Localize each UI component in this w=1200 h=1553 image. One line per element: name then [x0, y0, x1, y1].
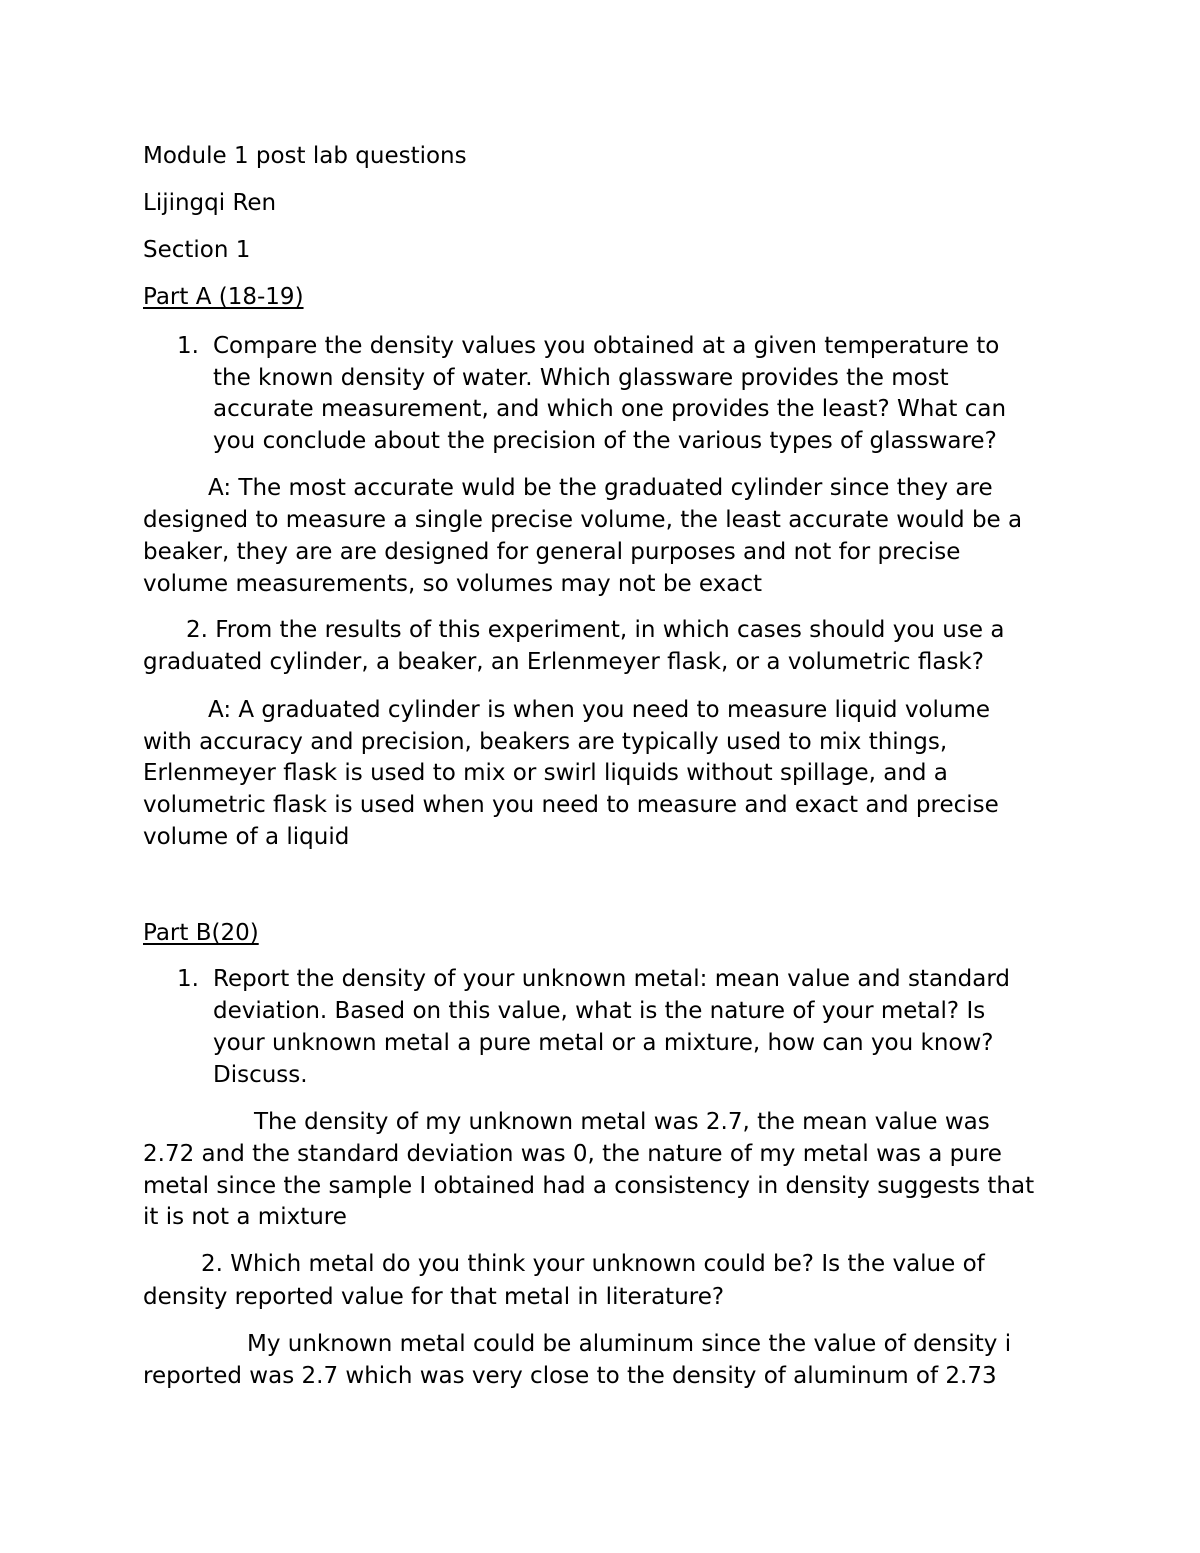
- part-a-a1-line: designed to measure a single precise volume, the least accurate would be a: [143, 507, 1023, 533]
- part-a-a2-line: with accuracy and precision, beakers are typically used to mix things,: [143, 729, 948, 755]
- part-b-q2-line: density reported value for that metal in literature?: [143, 1284, 725, 1310]
- part-a-a2-line: A: A graduated cylinder is when you need to measure liquid volume: [208, 697, 991, 723]
- part-a-q2-line: graduated cylinder, a beaker, an Erlenmeyer flask, or a volumetric flask?: [143, 649, 984, 675]
- part-b-q2-line: 2. Which metal do you think your unknown could be? Is the value of: [201, 1251, 985, 1277]
- part-a-a1-line: volume measurements, so volumes may not be exact: [143, 571, 763, 597]
- part-b-q1-line: deviation. Based on this value, what is the nature of your metal? Is: [213, 998, 986, 1024]
- part-a-q2-line: 2. From the results of this experiment, in which cases should you use a: [186, 617, 1005, 643]
- part-b-a2-line: reported was 2.7 which was very close to the density of aluminum of 2.73: [143, 1363, 997, 1389]
- part-a-q1-line: the known density of water. Which glassware provides the most: [213, 365, 949, 391]
- part-a-heading: Part A (18-19): [143, 284, 304, 310]
- part-b-heading: Part B(20): [143, 920, 259, 946]
- part-a-a2-line: volumetric flask is used when you need to measure and exact and precise: [143, 792, 999, 818]
- part-a-q1-line: accurate measurement, and which one provides the least? What can: [213, 396, 1007, 422]
- part-b-a1-line: The density of my unknown metal was 2.7, the mean value was: [254, 1109, 990, 1135]
- part-b-q1-line: Report the density of your unknown metal: mean value and standard: [213, 966, 1010, 992]
- part-b-q1-line: Discuss.: [213, 1062, 308, 1088]
- part-b-a1-line: metal since the sample I obtained had a consistency in density suggests that: [143, 1173, 1035, 1199]
- part-b-a2-line: My unknown metal could be aluminum since the value of density i: [247, 1331, 1012, 1357]
- part-a-q1-number: 1.: [177, 333, 199, 359]
- part-a-a2-line: Erlenmeyer flask is used to mix or swirl liquids without spillage, and a: [143, 760, 948, 786]
- author-name: Lijingqi Ren: [143, 190, 277, 216]
- part-b-q1-line: your unknown metal a pure metal or a mixture, how can you know?: [213, 1030, 994, 1056]
- section-label: Section 1: [143, 237, 251, 263]
- part-b-a1-line: it is not a mixture: [143, 1204, 347, 1230]
- part-a-a2-line: volume of a liquid: [143, 824, 350, 850]
- part-a-q1-line: Compare the density values you obtained at a given temperature to: [213, 333, 1000, 359]
- part-b-q1-number: 1.: [177, 966, 199, 992]
- part-b-a1-line: 2.72 and the standard deviation was 0, the nature of my metal was a pure: [143, 1141, 1002, 1167]
- part-a-q1-line: you conclude about the precision of the various types of glassware?: [213, 428, 997, 454]
- document-title: Module 1 post lab questions: [143, 143, 467, 169]
- part-a-a1-line: A: The most accurate wuld be the graduated cylinder since they are: [208, 475, 993, 501]
- part-a-a1-line: beaker, they are are designed for general purposes and not for precise: [143, 539, 961, 565]
